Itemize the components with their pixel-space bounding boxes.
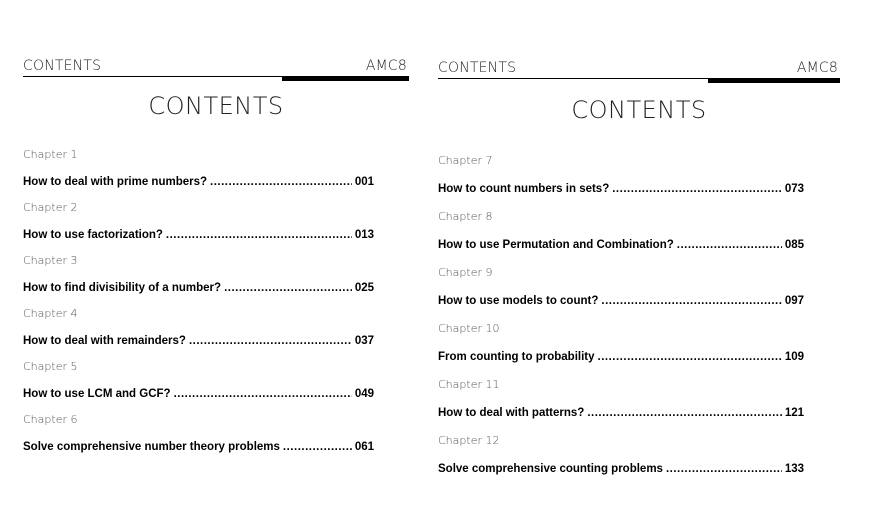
entry-title: How to use factorization? [23, 229, 163, 241]
entry-title: How to find divisibility of a number? [23, 282, 222, 294]
chapter-label: Chapter 3 [23, 254, 78, 267]
page-number: 121 [784, 407, 804, 419]
page-number: 109 [784, 351, 804, 363]
toc-item [438, 266, 804, 308]
toc-entry[interactable] [438, 182, 804, 196]
header-section-title: CONTENTS [438, 60, 517, 76]
dot-leader [598, 350, 782, 364]
page-number: 025 [354, 282, 374, 294]
page-number: 085 [784, 239, 804, 251]
toc-item [23, 148, 374, 189]
chapter-label: Chapter 2 [23, 201, 78, 214]
toc-item [438, 210, 804, 252]
toc-entry[interactable] [438, 406, 804, 420]
entry-title: How to use LCM and GCF? [23, 388, 171, 400]
dot-leader [677, 238, 782, 252]
dot-leader [601, 294, 781, 308]
chapter-label: Chapter 12 [438, 434, 500, 447]
toc-entry[interactable] [438, 294, 804, 308]
page-number: 013 [354, 229, 374, 241]
toc-entry[interactable] [23, 228, 374, 242]
page-title: CONTENTS [571, 96, 707, 124]
page-number: 037 [354, 335, 374, 347]
toc-item [438, 378, 804, 420]
entry-title: How to use Permutation and Combination? [438, 239, 674, 251]
toc-entry[interactable] [23, 281, 374, 295]
header-thick-rule [282, 76, 409, 81]
chapter-label: Chapter 8 [438, 210, 493, 223]
entry-title: From counting to probability [438, 351, 595, 363]
entry-title: How to deal with prime numbers? [23, 176, 208, 188]
header-book-title: AMC8 [796, 60, 838, 76]
chapter-label: Chapter 1 [23, 148, 78, 161]
page-number: 097 [784, 295, 804, 307]
toc-entry[interactable] [438, 350, 804, 364]
dot-leader [224, 281, 352, 295]
chapter-label: Chapter 4 [23, 307, 78, 320]
toc-item [438, 322, 804, 364]
dot-leader [283, 440, 352, 454]
dot-leader [189, 334, 352, 348]
page-number: 049 [354, 388, 374, 400]
header-book-title: AMC8 [365, 58, 407, 74]
chapter-label: Chapter 7 [438, 154, 493, 167]
dot-leader [612, 182, 782, 196]
entry-title: How to deal with patterns? [438, 407, 585, 419]
toc-list [438, 154, 804, 476]
chapter-label: Chapter 11 [438, 378, 500, 391]
toc-item [438, 434, 804, 476]
entry-title: How to use models to count? [438, 295, 599, 307]
page-header [23, 58, 409, 82]
toc-item [23, 413, 374, 454]
toc-item [438, 154, 804, 196]
entry-title: Solve comprehensive counting problems [438, 463, 663, 475]
dot-leader [174, 387, 352, 401]
entry-title: How to count numbers in sets? [438, 183, 610, 195]
chapter-label: Chapter 9 [438, 266, 493, 279]
toc-entry[interactable] [438, 238, 804, 252]
chapter-label: Chapter 6 [23, 413, 78, 426]
dot-leader [666, 462, 782, 476]
header-section-title: CONTENTS [23, 58, 102, 74]
right-page [438, 60, 840, 490]
toc-entry[interactable] [23, 440, 374, 454]
dot-leader [166, 228, 352, 242]
toc-list [23, 148, 374, 454]
page-number: 001 [354, 176, 374, 188]
toc-entry[interactable] [23, 387, 374, 401]
left-page [23, 58, 409, 466]
chapter-label: Chapter 10 [438, 322, 500, 335]
toc-item [23, 254, 374, 295]
toc-entry[interactable] [438, 462, 804, 476]
toc-item [23, 307, 374, 348]
toc-entry[interactable] [23, 175, 374, 189]
header-thick-rule [708, 78, 840, 83]
entry-title: How to deal with remainders? [23, 335, 186, 347]
toc-entry[interactable] [23, 334, 374, 348]
toc-item [23, 201, 374, 242]
dot-leader [210, 175, 352, 189]
chapter-label: Chapter 5 [23, 360, 78, 373]
dot-leader [587, 406, 782, 420]
entry-title: Solve comprehensive number theory problems [23, 441, 280, 453]
page-title: CONTENTS [148, 92, 284, 120]
toc-item [23, 360, 374, 401]
page-number: 073 [784, 183, 804, 195]
page-number: 061 [354, 441, 374, 453]
page-number: 133 [784, 463, 804, 475]
page-header [438, 60, 840, 84]
